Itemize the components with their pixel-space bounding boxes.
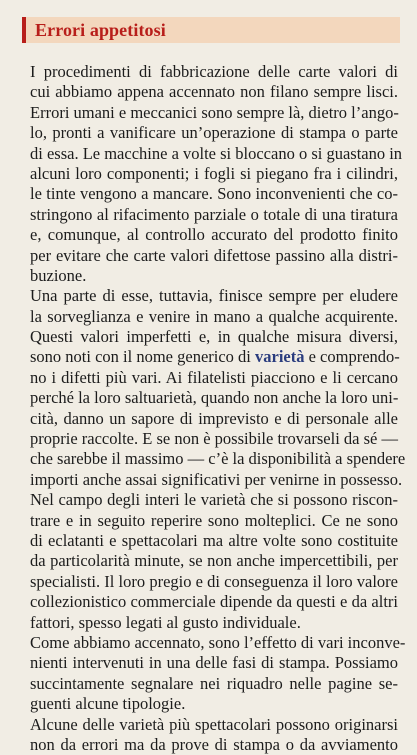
section-title-bar	[22, 17, 400, 43]
text-line: importi anche assai significativi per venirne in possesso.	[30, 469, 403, 489]
text-line: che sarebbe il massimo — c’è la disponibilità a spendere	[30, 449, 406, 469]
text-line: buzione.	[30, 265, 87, 285]
text-line: guenti alcune tipologie.	[30, 694, 186, 714]
text-line: sono noti con il nome generico di varietà e comprendo-	[30, 347, 400, 367]
text-line: di eclatanti e spettacolari ma altre volte sono costituite	[30, 530, 398, 550]
text-line: Una parte di esse, tuttavia, finisce sempre per eludere	[30, 286, 398, 306]
text-line: collezionistico commerciale dipende da questi e da altri	[30, 592, 398, 612]
text-line: I procedimenti di fabbricazione delle carte valori di	[30, 62, 398, 81]
text-line: Errori umani e meccanici sono sempre là, dietro l’ango-	[30, 102, 399, 122]
text-line: cui abbiamo appena accennato non filano sempre lisci.	[30, 82, 398, 102]
text-line: succintamente segnalare nei riquadro nelle pagine se-	[30, 673, 398, 693]
text-line: Questi valori imperfetti e, in qualche misura diversi,	[30, 327, 398, 347]
text-line: stringono al rifacimento parziale o totale di una tiratura	[30, 204, 398, 224]
text-line: cità, danno un sapore di imprevisto e di personale alle	[30, 408, 398, 428]
section-title: Errori appetitosi	[35, 20, 166, 40]
highlighted-term: varietà	[255, 347, 305, 367]
text-line: di essa. Le macchine a volte si bloccano o si guastano in	[30, 143, 403, 163]
text-line: le tinte vengono a mancare. Sono inconvenienti che co-	[30, 184, 398, 204]
text-line: no i difetti più vari. Ai filatelisti piacciono e li cercano	[30, 367, 398, 387]
text-line: alcuni loro componenti; i fogli si piegano fra i cilindri,	[30, 163, 398, 183]
text-line: e, comunque, al controllo accurato del prodotto finito	[30, 225, 398, 245]
text-line: nienti intervenuti in una delle fasi di stampa. Possiamo	[30, 653, 398, 673]
text-line: da particolarità minute, se non anche impercettibili, per	[30, 551, 398, 571]
text-line: perché la loro saltuarietà, quando non anche la loro uni-	[30, 388, 399, 408]
text-line: Nel campo degli interi le varietà che si possono riscon-	[30, 490, 398, 510]
text-line: fattori, spesso legati al gusto individuale.	[30, 612, 301, 632]
text-line: non da errori ma da prove di stampa o da avviamento	[30, 734, 398, 754]
text-line: Come abbiamo accennato, sono l’effetto di vari inconve-	[30, 632, 406, 652]
text-line: per evitare che carte valori difettose passino alla distri-	[30, 245, 398, 265]
text-line: specialisti. Il loro pregio e di conseguenza il loro valore	[30, 571, 398, 591]
text-line: lo, pronti a vanificare un’operazione di stampa o parte	[30, 123, 398, 143]
text-line: Alcune delle varietà più spettacolari possono originarsi	[30, 714, 398, 734]
text-line: la sorveglianza e venire in mano a qualche acquirente.	[30, 306, 398, 326]
text-line: trare e in seguito reperire sono molteplici. Ce ne sono	[30, 510, 398, 530]
text-line: proprie raccolte. E se non è possibile trovarseli da sé —	[30, 429, 398, 449]
article-body	[30, 62, 406, 755]
